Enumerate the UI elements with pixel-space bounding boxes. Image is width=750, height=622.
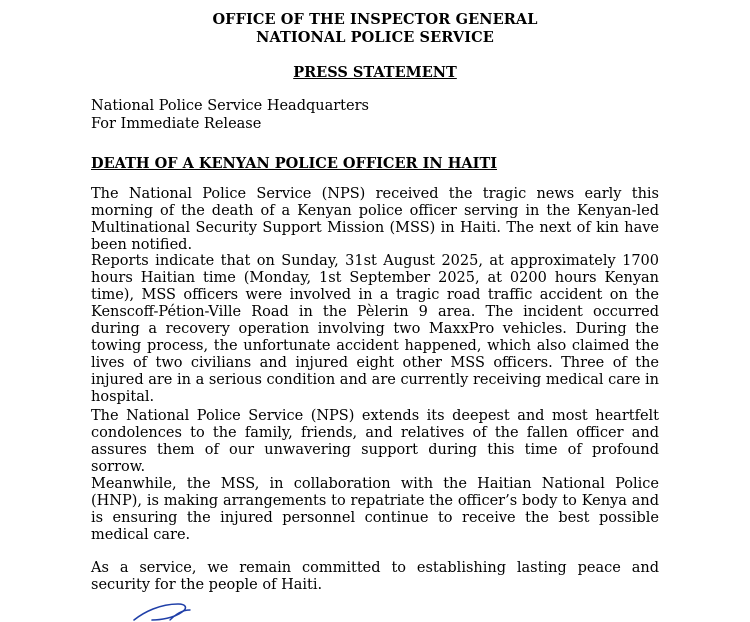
office-title: OFFICE OF THE INSPECTOR GENERAL [212,11,538,28]
statement-type-heading: PRESS STATEMENT [293,64,457,81]
paragraph-2: Reports indicate that on Sunday, 31st August 2025, at approximately 1700 hours Haitian time (Monday, 1st September 2025, at 0200 hours Kenyan time), MSS officers were involved in a tragic road traffic accident on the Kenscoff-Pétion-Ville Road in the Pèlerin 9 area. The incident occurred during a recovery operation involving two MaxxPro vehicles. During the towing process, the unfortunate accident happened, which also claimed the lives of two civilians and injured eight other MSS officers. Three of the injured are in a serious condition and are currently receiving medical care in hospital. [91,253,659,405]
paragraph-1: The National Police Service (NPS) received the tragic news early this morning of the death of a Kenyan police officer serving in the Kenyan-led Multinational Security Support Mission (MSS) in Haiti. The next of kin have been notified. [91,186,659,253]
signature-icon [130,598,210,622]
paragraph-3: The National Police Service (NPS) extends its deepest and most heartfelt condolences to the family, friends, and relatives of the fallen officer and assures them of our unwavering support during this time of profound sorrow. [91,408,659,475]
address-line-release: For Immediate Release [91,116,262,132]
paragraph-5: As a service, we remain committed to establishing lasting peace and security for the people of Haiti. [91,560,659,593]
headline: DEATH OF A KENYAN POLICE OFFICER IN HAITI [91,155,498,172]
address-line-headquarters: National Police Service Headquarters [91,98,369,114]
service-title: NATIONAL POLICE SERVICE [256,29,494,46]
paragraph-4: Meanwhile, the MSS, in collaboration with the Haitian National Police (HNP), is making arrangements to repatriate the officer’s body to Kenya and is ensuring the injured personnel continue to receive the best possible medical care. [91,476,659,543]
